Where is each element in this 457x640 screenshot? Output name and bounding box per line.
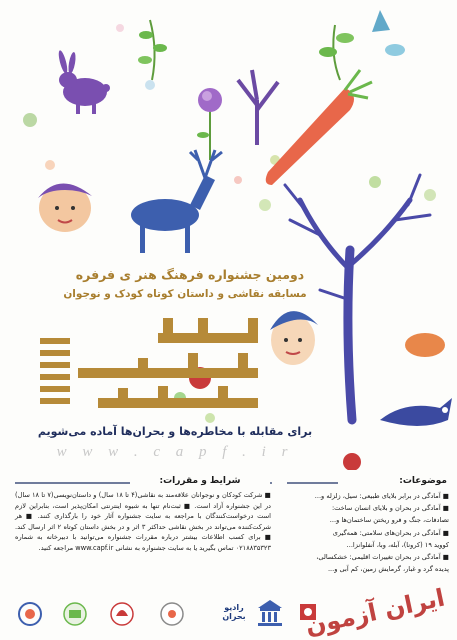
festival-title: دومین جشنواره فرهنگ هنر ی فرفره bbox=[75, 267, 305, 282]
boy-face-drawing bbox=[270, 311, 318, 365]
radio-logo-line2: بحران bbox=[222, 612, 246, 621]
topic-item: ■ آمادگی در بحران‌های سلامتی: همه‌گیری bbox=[332, 528, 449, 537]
radio-logo-line1: رادیو bbox=[224, 603, 244, 612]
girl-face-drawing bbox=[38, 183, 92, 232]
unesco-logo bbox=[258, 600, 282, 626]
topic-item: تصادفات، جنگ و فرو ریختن ساختمان‌ها و... bbox=[329, 516, 449, 525]
topic-item: ■ آمادگی در برابر بلایای طبیعی: سیل، زلزله و... bbox=[314, 492, 449, 500]
rules-body bbox=[15, 490, 271, 553]
purple-tree-drawing bbox=[238, 70, 278, 145]
topic-item: کووید ۱۹ (کرونا)، آبله، وبا، آنفلوانزا... bbox=[346, 540, 449, 549]
sponsor-logo-2 bbox=[64, 603, 86, 625]
topics-list bbox=[287, 490, 449, 575]
topic-item: پدیده گرد و غبار، گرمایش زمین، کم آبی و... bbox=[327, 565, 449, 574]
flower-drawing bbox=[197, 88, 222, 160]
festival-logo bbox=[38, 318, 270, 428]
sponsor-logo-1 bbox=[19, 603, 41, 625]
sponsor-logo-4 bbox=[161, 603, 183, 625]
radio-logo-text bbox=[214, 603, 254, 621]
rules-title: شرایط و مقررات: bbox=[159, 476, 241, 486]
fox-drawing bbox=[380, 398, 452, 426]
festival-subtitle: مسابقه نقاشی و داستان کوتاه کودک و نوجوان bbox=[63, 288, 307, 300]
festival-tagline: برای مقابله با مخاطره‌ها و بحران‌ها آماده می‌شویم bbox=[37, 425, 313, 438]
topic-item: ■ آمادگی در بحران و بلایای انسان ساخت: bbox=[331, 504, 449, 513]
topic-item: ■ آمادگی در بحران تغییرات اقلیمی: خشکسالی، bbox=[316, 553, 449, 562]
rules-paragraph: ■ شرکت کودکان و نوجوانان علاقه‌مند به نقاشی(۴ تا ۱۸ سال) و داستان‌نویسی(۷ تا ۱۸ سال) در این جشنواره آزاد است. ■ ثبت‌نام تنها به شیوه اینترنتی امکان‌پذیر است، بنابراین لازم است درخواست‌کنندگان با مراجعه به سایت جشنواره آثار خود را بارگذاری کنند. ■ هر شرکت‌کننده می‌تواند در بخش نقاشی حداکثر ۳ اثر و در بخش داستان کوتاه ۲ اثر ارسال کند. ■ برای کسب اطلاعات بیشتر درباره مقررات جشنواره می‌توانید با دبیرخانه به شماره ۰۲۱۸۸۳۵۳۲۳ تماس بگیرید یا به سایت جشنواره به نشانی www.capf.ir مراجعه کنید. bbox=[15, 491, 271, 552]
watermark-stamp: ایران آزمون bbox=[302, 583, 448, 640]
website-watermark: w w w . c a p f . i r bbox=[56, 444, 294, 460]
leafy-plant-drawing bbox=[138, 10, 405, 80]
deer-drawing bbox=[131, 150, 222, 253]
topics-title: موضوعات: bbox=[399, 476, 447, 486]
fruit-drawing bbox=[343, 453, 361, 470]
sponsor-logo-3 bbox=[111, 603, 133, 625]
orange-shape-drawing bbox=[405, 333, 445, 357]
carrot-drawing bbox=[266, 70, 372, 185]
rabbit-drawing bbox=[57, 50, 110, 114]
